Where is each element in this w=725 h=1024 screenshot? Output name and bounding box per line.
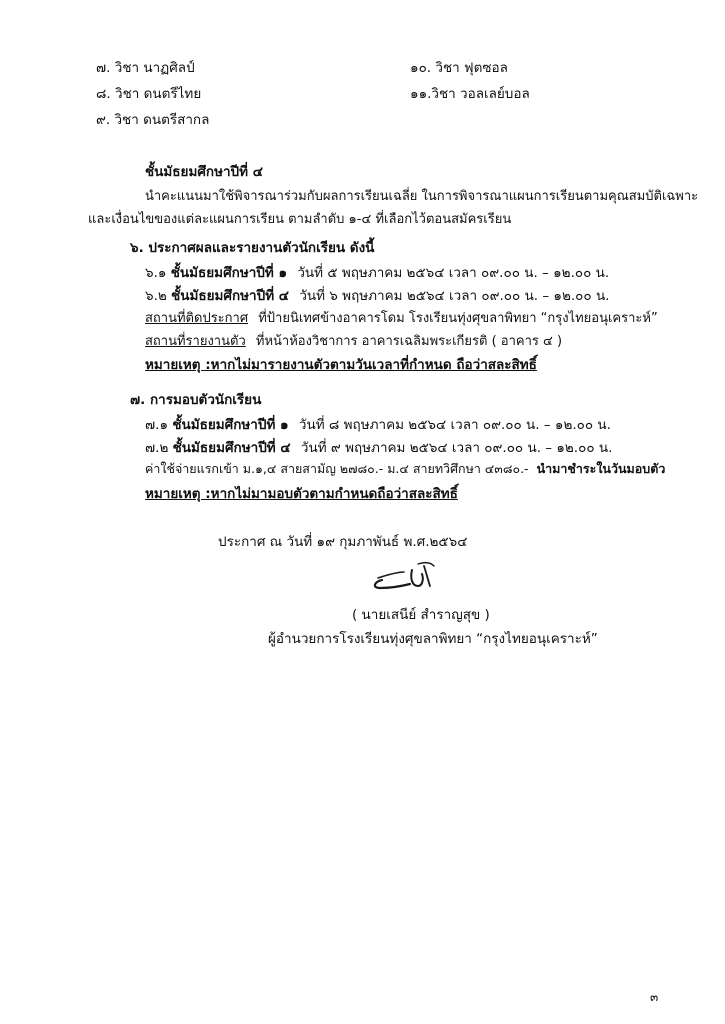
section6-item2 — [145, 284, 609, 306]
subject-item: ๑๐. วิชา ฟุตซอล — [410, 60, 508, 76]
m4-paragraph-line2: และเงื่อนไขของแต่ละแผนการเรียน ตามลำดับ ๑-๔ ที่เลือกไว้ตอนสมัครเรียน — [88, 212, 512, 227]
subject-item: ๑๑.วิชา วอลเลย์บอล — [410, 86, 530, 102]
subject-item: ๙. วิชา ดนตรีสากล — [96, 112, 210, 128]
item-detail: วันที่ ๖ พฤษภาคม ๒๕๖๔ เวลา ๐๙.๐๐ น. – ๑๒.๐๐ น. — [299, 288, 610, 304]
item-level: ชั้นมัธยมศึกษาปีที่ ๔ — [171, 288, 290, 304]
item-level: ชั้นมัธยมศึกษาปีที่ ๔ — [172, 440, 291, 456]
subject-item: ๗. วิชา นาฏศิลป์ — [96, 60, 195, 76]
fee-text: ค่าใช้จ่ายแรกเข้า ม.๑,๔ สายสามัญ ๒๗๘๐.- ม.๔ สายทวิศึกษา ๔๓๘๐.- — [145, 461, 529, 476]
section7-note: หมายเหตุ :หากไม่มามอบตัวตามกำหนดถือว่าสละสิทธิ์ — [145, 486, 458, 502]
subject-item: ๘. วิชา ดนตรีไทย — [96, 86, 202, 102]
page-number: ๓ — [650, 990, 659, 1004]
m4-heading: ชั้นมัธยมศึกษาปีที่ ๔ — [145, 164, 263, 180]
section6-heading: ๖. ประกาศผลและรายงานตัวนักเรียน ดังนี้ — [130, 240, 375, 256]
announce-date: ประกาศ ณ วันที่ ๑๙ กุมภาพันธ์ พ.ศ.๒๕๖๔ — [218, 534, 468, 550]
section6-place — [145, 307, 658, 328]
section6-note: หมายเหตุ :หากไม่มารายงานตัวตามวันเวลาที่กำหนด ถือว่าสละสิทธิ์ — [145, 357, 537, 373]
signer-title: ผู้อำนวยการโรงเรียนทุ่งศุขลาพิทยา “กรุงไทยอนุเคราะห์” — [268, 631, 598, 647]
item-number: ๖.๑ — [145, 265, 167, 281]
report-label: สถานที่รายงานตัว — [145, 334, 246, 349]
section6-item1 — [145, 261, 609, 283]
section7-item1 — [145, 413, 611, 435]
item-level: ชั้นมัธยมศึกษาปีที่ ๑ — [172, 417, 289, 433]
m4-paragraph-line1: นำคะแนนมาใช้พิจารณาร่วมกับผลการเรียนเฉลี่ย ในการพิจารณาแผนการเรียนตามคุณสมบัติเฉพาะ — [145, 189, 699, 204]
item-number: ๗.๑ — [145, 417, 169, 433]
item-detail: วันที่ ๘ พฤษภาคม ๒๕๖๔ เวลา ๐๙.๐๐ น. – ๑๒.๐๐ น. — [298, 417, 611, 433]
section7-item2 — [145, 436, 612, 458]
signer-name: ( นายเสนีย์ สำราญสุข ) — [352, 607, 490, 623]
section7-heading: ๗. การมอบตัวนักเรียน — [130, 392, 262, 408]
item-detail: วันที่ ๙ พฤษภาคม ๒๕๖๔ เวลา ๐๙.๐๐ น. – ๑๒.๐๐ น. — [300, 440, 613, 456]
signature-image — [368, 560, 460, 596]
section6-report — [145, 330, 562, 351]
item-number: ๖.๒ — [145, 288, 167, 304]
fee-bold: นำมาชำระในวันมอบตัว — [536, 461, 666, 476]
section7-fee — [145, 459, 665, 479]
item-number: ๗.๒ — [145, 440, 169, 456]
item-detail: วันที่ ๕ พฤษภาคม ๒๕๖๔ เวลา ๐๙.๐๐ น. – ๑๒.๐๐ น. — [297, 265, 610, 281]
place-text: ที่ป้ายนิเทศข้างอาคารโดม โรงเรียนทุ่งศุขลาพิทยา “กรุงไทยอนุเคราะห์” — [258, 311, 658, 326]
report-text: ที่หน้าห้องวิชาการ อาคารเฉลิมพระเกียรติ ( อาคาร ๔ ) — [255, 334, 563, 349]
item-level: ชั้นมัธยมศึกษาปีที่ ๑ — [170, 265, 288, 281]
place-label: สถานที่ติดประกาศ — [145, 311, 249, 326]
